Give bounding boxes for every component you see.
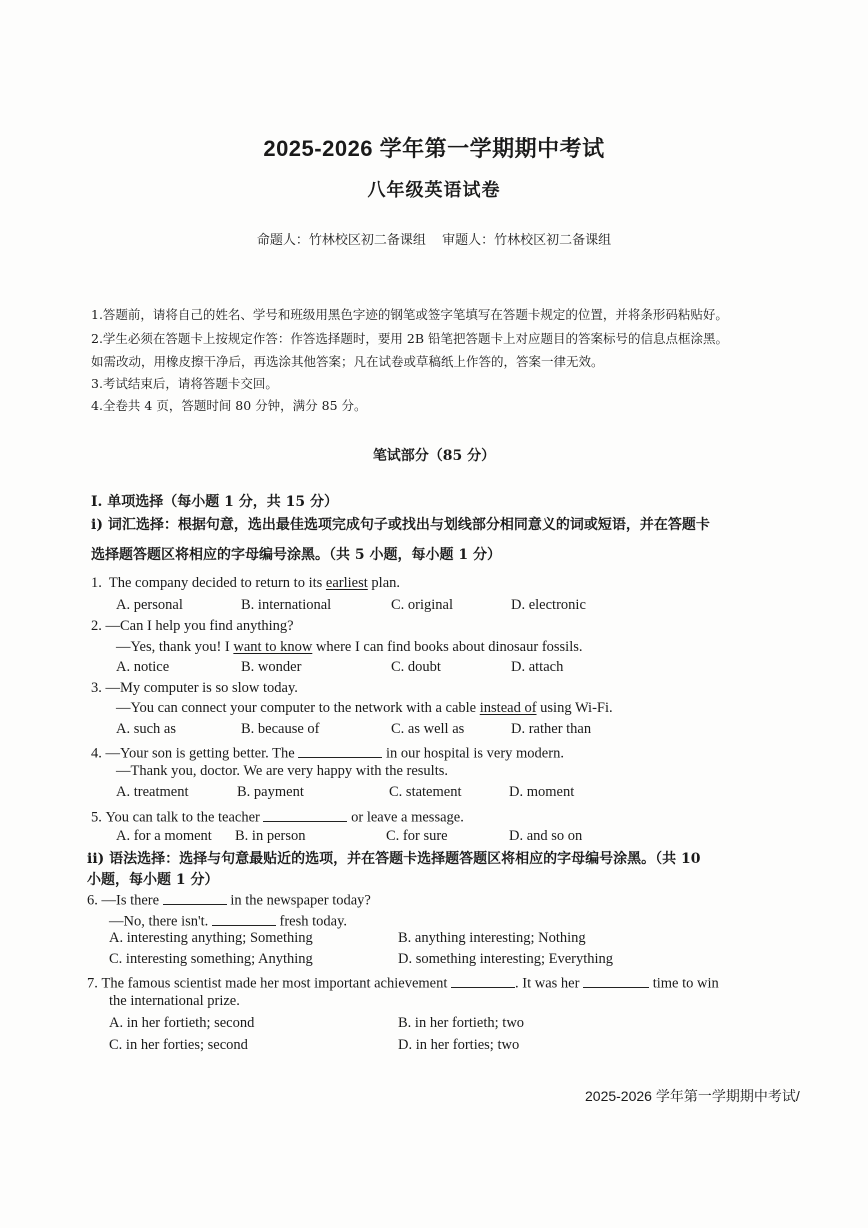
q5-option-b[interactable]: B. in person	[235, 828, 306, 844]
underlined-phrase: want to know	[233, 639, 313, 655]
q5-option-c[interactable]: C. for sure	[386, 828, 448, 844]
question-7-line2: the international prize.	[109, 993, 240, 1009]
part1-sub2-line2: 小题，每小题 1 分）	[87, 872, 219, 888]
note-2: 2.学生必须在答题卡上按规定作答：作答选择题时，要用 2B 铅笔把答题卡上对应题目的答案标号的信息点框涂黑。	[91, 331, 729, 346]
answer-blank	[451, 972, 515, 988]
exam-subtitle: 八年级英语试卷	[367, 180, 501, 201]
answer-blank	[163, 889, 227, 905]
question-7: 7. The famous scientist made her most important achievement . It was her time to win	[87, 972, 719, 993]
question-2-line2: —Yes, thank you! I want to know where I can find books about dinosaur fossils.	[116, 639, 583, 655]
q2-option-a[interactable]: A. notice	[116, 659, 170, 675]
q3-option-b[interactable]: B. because of	[241, 721, 320, 737]
q7-option-d[interactable]: D. in her forties; two	[398, 1037, 520, 1053]
answer-blank	[212, 910, 276, 926]
question-6: 6. —Is there in the newspaper today?	[87, 889, 371, 910]
answer-blank	[298, 742, 382, 758]
q3-option-a[interactable]: A. such as	[116, 721, 177, 737]
q4-option-c[interactable]: C. statement	[389, 784, 462, 800]
section-title: 笔试部分（85 分）	[372, 448, 496, 464]
q7-option-c[interactable]: C. in her forties; second	[109, 1037, 248, 1053]
question-5: 5. You can talk to the teacher or leave a message.	[91, 806, 464, 827]
underlined-phrase: earliest	[325, 575, 368, 591]
answer-blank	[583, 972, 649, 988]
note-1: 1.答题前，请将自己的姓名、学号和班级用黑色字迹的钢笔或签字笔填写在答题卡规定的位置，并将条形码粘贴好。	[91, 307, 728, 322]
page-footer: 2025-2026 学年第一学期期中考试/	[585, 1088, 800, 1104]
q2-option-b[interactable]: B. wonder	[241, 659, 302, 675]
note-4: 4.全卷共 4 页，答题时间 80 分钟，满分 85 分。	[91, 398, 367, 413]
reviewer: 审题人：竹林校区初二备课组	[442, 233, 612, 248]
question-3-line2: —You can connect your computer to the network with a cable instead of using Wi-Fi.	[116, 700, 613, 716]
question-3: 3. —My computer is so slow today.	[91, 680, 298, 696]
exam-title: 2025-2026 学年第一学期期中考试	[263, 136, 605, 161]
question-2: 2. —Can I help you find anything?	[91, 618, 294, 634]
q5-option-d[interactable]: D. and so on	[509, 828, 583, 844]
question-1: 1. The company decided to return to its earliest plan.	[91, 575, 401, 591]
authors-line	[0, 229, 868, 248]
q3-option-c[interactable]: C. as well as	[391, 721, 465, 737]
question-4: 4. —Your son is getting better. The in our hospital is very modern.	[91, 742, 564, 763]
q1-option-d[interactable]: D. electronic	[511, 597, 586, 613]
note-2-cont: 如需改动，用橡皮擦干净后，再选涂其他答案；凡在试卷或草稿纸上作答的，答案一律无效。	[91, 354, 604, 369]
q6-option-b[interactable]: B. anything interesting; Nothing	[398, 930, 586, 946]
q6-option-d[interactable]: D. something interesting; Everything	[398, 951, 614, 967]
q4-option-a[interactable]: A. treatment	[116, 784, 189, 800]
q5-option-a[interactable]: A. for a moment	[116, 828, 212, 844]
q4-option-b[interactable]: B. payment	[237, 784, 304, 800]
q6-option-a[interactable]: A. interesting anything; Something	[109, 930, 313, 946]
part1-sub2-line1: ii) 语法选择：选择与句意最贴近的选项，并在答题卡选择题答题区将相应的字母编号涂黑。（共 10	[87, 851, 701, 867]
question-6-line2: —No, there isn't. fresh today.	[109, 910, 347, 931]
q3-option-d[interactable]: D. rather than	[511, 721, 592, 737]
question-4-line2: —Thank you, doctor. We are very happy with the results.	[116, 763, 448, 779]
q1-option-b[interactable]: B. international	[241, 597, 332, 613]
q7-option-b[interactable]: B. in her fortieth; two	[398, 1015, 525, 1031]
q6-option-c[interactable]: C. interesting something; Anything	[109, 951, 313, 967]
q2-option-c[interactable]: C. doubt	[391, 659, 441, 675]
underlined-phrase: instead of	[479, 700, 537, 716]
q4-option-d[interactable]: D. moment	[509, 784, 575, 800]
setter: 命题人：竹林校区初二备课组	[256, 233, 426, 248]
q1-option-c[interactable]: C. original	[391, 597, 454, 613]
part1-title: I. 单项选择（每小题 1 分，共 15 分）	[91, 494, 339, 510]
part1-sub1-line2: 选择题答题区将相应的字母编号涂黑。（共 5 小题，每小题 1 分）	[91, 547, 501, 563]
q7-option-a[interactable]: A. in her fortieth; second	[109, 1015, 255, 1031]
part1-sub1-line1: i) 词汇选择：根据句意，选出最佳选项完成句子或找出与划线部分相同意义的词或短语，并在答题卡	[91, 517, 710, 533]
answer-blank	[263, 806, 347, 822]
note-3: 3.考试结束后，请将答题卡交回。	[91, 376, 278, 391]
q2-option-d[interactable]: D. attach	[511, 659, 564, 675]
q1-option-a[interactable]: A. personal	[116, 597, 183, 613]
